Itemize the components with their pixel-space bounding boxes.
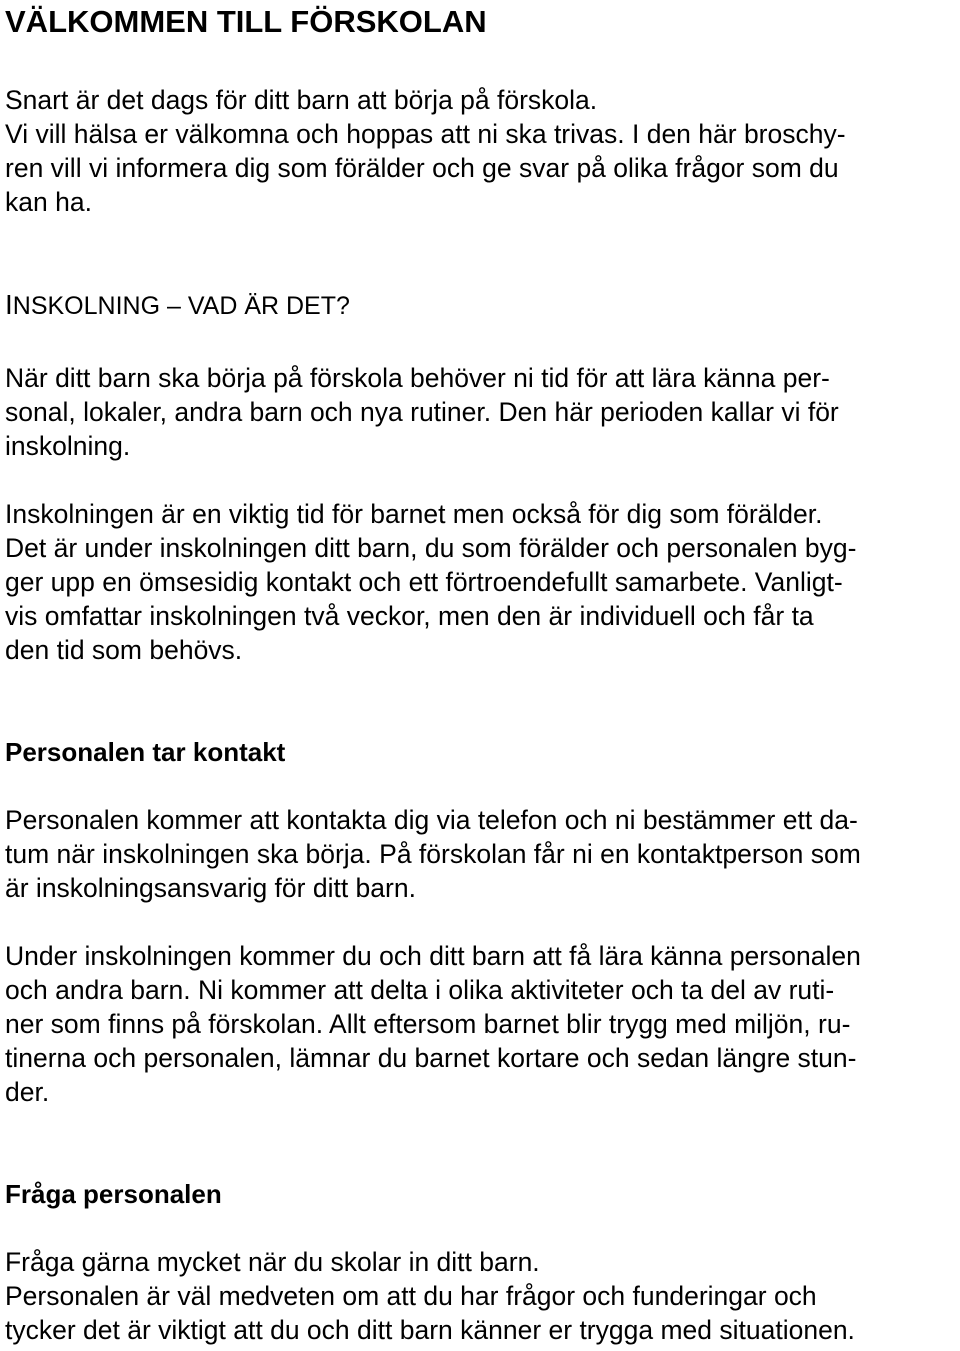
paragraph-line: Personalen är väl medveten om att du har frågor och funderingar och <box>5 1281 817 1311</box>
paragraph-line: ner som finns på förskolan. Allt eftersom barnet blir trygg med miljön, ru- <box>5 1009 851 1039</box>
intro-line: Snart är det dags för ditt barn att börja på förskola. <box>5 85 598 115</box>
paragraph-line: der. <box>5 1077 50 1107</box>
paragraph-line: och andra barn. Ni kommer att delta i olika aktiviteter och ta del av ruti- <box>5 975 835 1005</box>
paragraph-line: ger upp en ömsesidig kontakt och ett förtroendefullt samarbete. Vanligt- <box>5 567 843 597</box>
paragraph-line: Personalen kommer att kontakta dig via telefon och ni bestämmer ett da- <box>5 805 858 835</box>
paragraph-line: vis omfattar inskolningen två veckor, men den är individuell och får ta <box>5 601 814 631</box>
paragraph-line: tum när inskolningen ska börja. På förskolan får ni en kontaktperson som <box>5 839 861 869</box>
paragraph-line: sonal, lokaler, andra barn och nya rutiner. Den här perioden kallar vi för <box>5 397 839 427</box>
section-heading-inskolning <box>5 287 350 324</box>
page-title: VÄLKOMMEN TILL FÖRSKOLAN <box>5 4 487 39</box>
paragraph-line: Det är under inskolningen ditt barn, du som förälder och personalen byg- <box>5 533 857 563</box>
intro-line: ren vill vi informera dig som förälder och ge svar på olika frågor som du <box>5 153 839 183</box>
section-heading-personalen: Personalen tar kontakt <box>5 737 286 767</box>
intro-line: kan ha. <box>5 187 92 217</box>
paragraph-line: är inskolningsansvarig för ditt barn. <box>5 873 416 903</box>
section-heading-fraga: Fråga personalen <box>5 1179 222 1209</box>
paragraph-line: tinerna och personalen, lämnar du barnet kortare och sedan längre stun- <box>5 1043 857 1073</box>
paragraph-line: den tid som behövs. <box>5 635 243 665</box>
paragraph-line: inskolning. <box>5 431 131 461</box>
intro-line: Vi vill hälsa er välkomna och hoppas att ni ska trivas. I den här broschy- <box>5 119 846 149</box>
paragraph-line: tycker det är viktigt att du och ditt barn känner er trygga med situationen. <box>5 1315 855 1345</box>
paragraph-line: Inskolningen är en viktig tid för barnet men också för dig som förälder. <box>5 499 823 529</box>
heading-rest: NSKOLNING – VAD ÄR DET? <box>12 292 350 320</box>
paragraph-line: Under inskolningen kommer du och ditt barn att få lära känna personalen <box>5 941 861 971</box>
paragraph-line: Fråga gärna mycket när du skolar in ditt barn. <box>5 1247 540 1277</box>
paragraph-line: När ditt barn ska börja på förskola behöver ni tid för att lära känna per- <box>5 363 830 393</box>
heading-initial: I <box>5 289 13 320</box>
